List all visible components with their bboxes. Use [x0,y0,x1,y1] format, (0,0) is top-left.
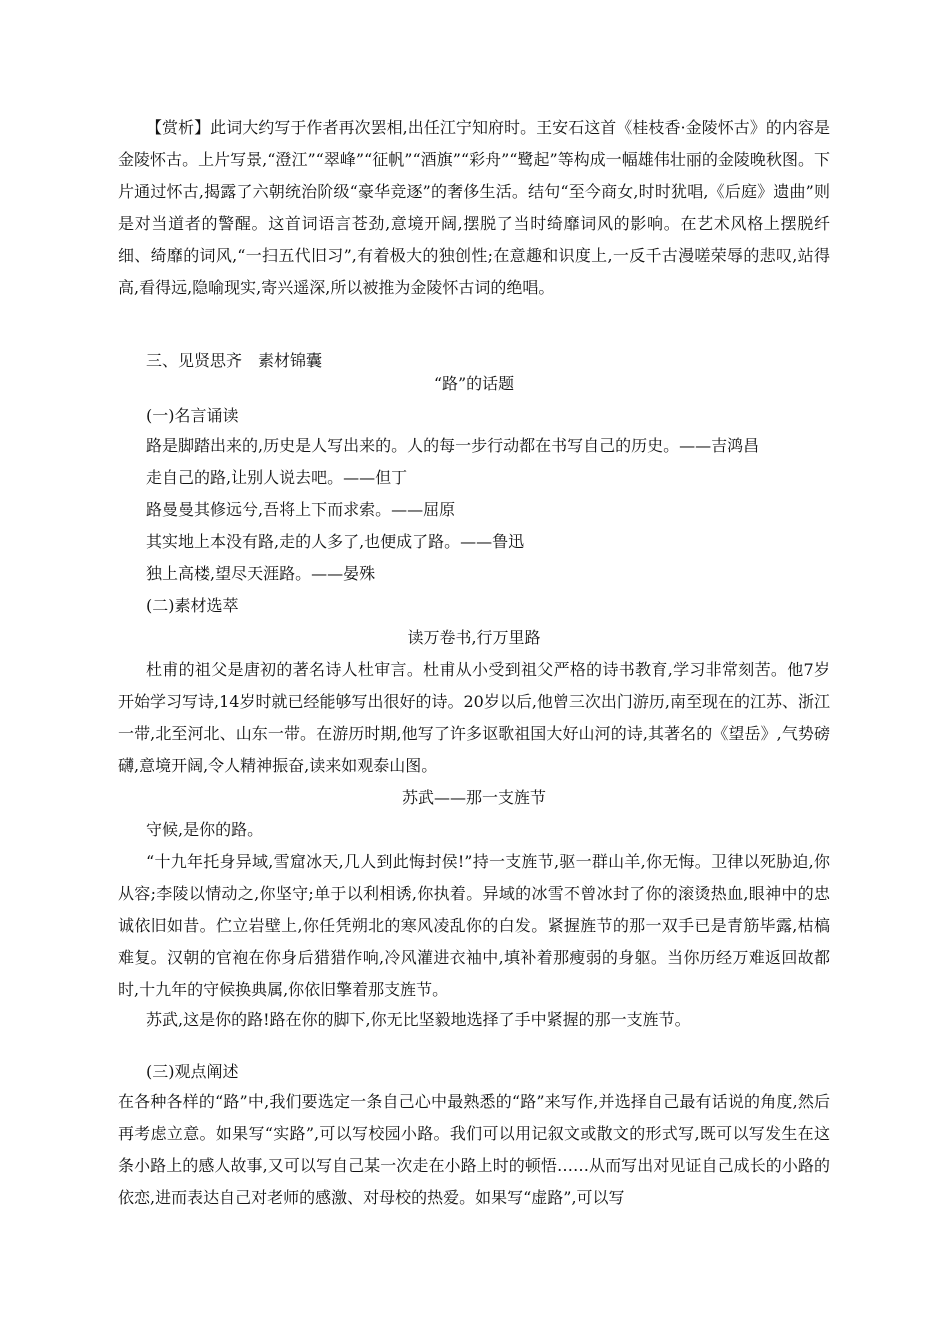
topic-title: “路”的话题 [433,374,515,393]
story1-paragraph: 杜甫的祖父是唐初的著名诗人杜审言。杜甫从小受到祖父严格的诗书教育,学习非常刻苦。他7岁开始学习写诗,14岁时就已经能够写出很好的诗。20岁以后,他曾三次出门游历,南至现在的江苏、浙江一带,北至河北、山东一带。在游历时期,他写了许多讴歌祖国大好山河的诗,其著名的《望岳》,气势磅礴,意境开阔,令人精神振奋,读来如观泰山图。 [118,660,830,775]
story2-ending: 苏武,这是你的路!路在你的脚下,你无比坚毅地选择了手中紧握的那一支旌节。 [146,1010,691,1029]
story2-title: 苏武——那一支旌节 [401,788,546,807]
appreciation-paragraph: 【赏析】此词大约写于作者再次罢相,出任江宁知府时。王安石这首《桂枝香·金陵怀古》的内容是金陵怀古。上片写景,“澄江”“翠峰”“征帆”“酒旗”“彩舟”“鹭起”等构成一幅雄伟壮丽的金陵晚秋图。下片通过怀古,揭露了六朝统治阶级“豪华竞逐”的奢侈生活。结句“至今商女,时时犹唱,《后庭》遗曲”则是对当道者的警醒。这首词语言苍劲,意境开阔,摆脱了当时绮靡词风的影响。在艺术风格上摆脱纤细、绮靡的词风,“一扫五代旧习”,有着极大的独创性;在意趣和识度上,一反千古漫嗟荣辱的悲叹,站得高,看得远,隐喻现实,寄兴遥深,所以被推为金陵怀古词的绝唱。 [118,118,830,297]
quote-item: 路曼曼其修远兮,吾将上下而求索。——屈原 [146,500,456,519]
story2-paragraph: “十九年托身异域,雪窟冰天,几人到此悔封侯!”持一支旌节,驱一群山羊,你无悔。卫律以死胁迫,你从容;李陵以情动之,你坚守;单于以利相诱,你执着。异域的冰雪不曾冰封了你的滚烫热血,眼神中的忠诚依旧如昔。伫立岩壁上,你任凭朔北的寒风凌乱你的白发。紧握旌节的那一双手已是青筋毕露,枯槁难复。汉朝的官袍在你身后猎猎作响,冷风灌进衣袖中,填补着那瘦弱的身躯。当你历经万难返回故都时,十九年的守候换典属,你依旧擎着那支旌节。 [118,852,830,999]
story1-title: 读万卷书,行万里路 [407,628,541,647]
quote-item: 独上高楼,望尽天涯路。——晏殊 [146,564,376,583]
quote-item: 走自己的路,让别人说去吧。——但丁 [146,468,408,487]
section-heading: 三、见贤思齐 素材锦囊 [146,351,323,370]
quote-item: 其实地上本没有路,走的人多了,也便成了路。——鲁迅 [146,532,525,551]
part1-heading: (一)名言诵读 [146,406,239,425]
part3-heading: (三)观点阐述 [146,1062,239,1081]
part3-paragraph: 在各种各样的“路”中,我们要选定一条自己心中最熟悉的“路”来写作,并选择自己最有话说的角度,然后再考虑立意。如果写“实路”,可以写校园小路。我们可以用记叙文或散文的形式写,既可以写发生在这条小路上的感人故事,又可以写自己某一次走在小路上时的顿悟……从而写出对见证自己成长的小路的依恋,进而表达自己对老师的感激、对母校的热爱。如果写“虚路”,可以写 [118,1092,830,1207]
quote-item: 路是脚踏出来的,历史是人写出来的。人的每一步行动都在书写自己的历史。——吉鸿昌 [146,436,760,455]
story2-opening: 守候,是你的路。 [146,820,264,839]
part2-heading: (二)素材选萃 [146,596,239,615]
